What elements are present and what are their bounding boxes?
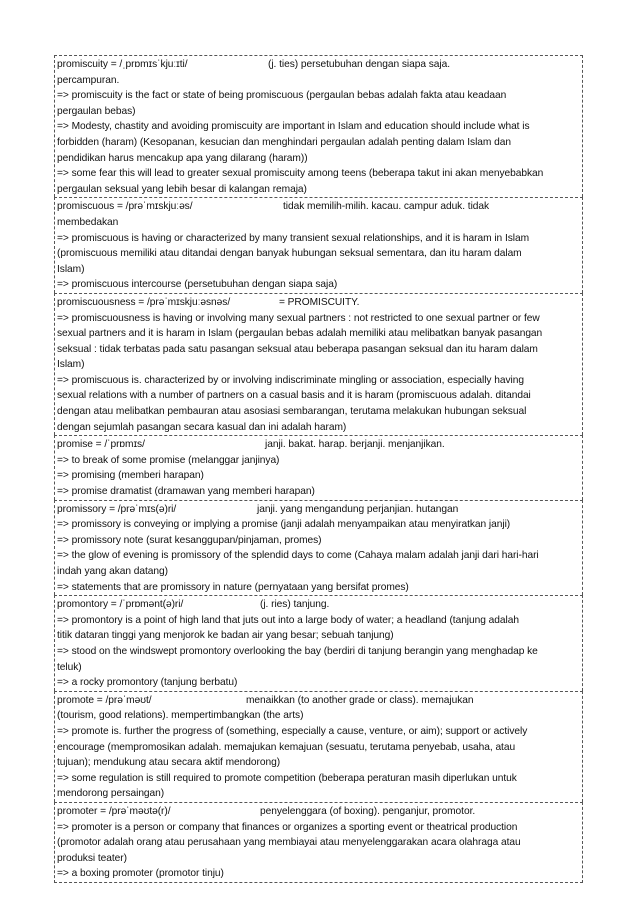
- entry-text-line: => stood on the windswept promontory overlooking the bay (berdiri di tanjung berangin yang menghadap ke: [57, 645, 538, 657]
- entry-text-line: forbidden (haram) (Kesopanan, kesucian dan menghindari pergaulan adalah penting dalam Islam dan: [57, 136, 511, 148]
- entry-text-line: => promising (memberi harapan): [57, 470, 204, 482]
- entry-text-line: => statements that are promissory in nature (pernyataan yang bersifat promes): [57, 581, 409, 593]
- entry-text-line: => promiscuous is. characterized by or involving indiscriminate mingling or association, especially having: [57, 374, 524, 386]
- entry-term: promise = /ˈprɒmɪs/: [57, 439, 145, 451]
- entry-headline: [57, 804, 580, 820]
- entry-headline: [57, 693, 580, 709]
- entry-text-line: => promiscuity is the fact or state of being promiscuous (pergaulan bebas adalah fakta atau keadaan: [57, 90, 507, 102]
- entry-text-line: => a boxing promoter (promotor tinju): [57, 868, 224, 880]
- dictionary-entry: [54, 55, 583, 197]
- entry-term: promiscuity = /ˌprɒmɪsˈkjuːɪti/: [57, 59, 188, 70]
- entry-headline: [57, 437, 580, 453]
- entry-meaning: menaikkan (to another grade or class). memajukan: [246, 694, 474, 706]
- entry-headline: [57, 597, 580, 613]
- dictionary-entry: [54, 595, 583, 691]
- entry-text-line: => promote is. further the progress of (something, especially a cause, venture, or aim); support or actively: [57, 725, 528, 737]
- entry-text-line: tujuan); mendukung atau secara aktif mendorong): [57, 757, 281, 769]
- entry-meaning-continued: membedakan: [57, 216, 119, 228]
- entry-text-line: dengan sejumlah pasangan secara kasual dan ini adalah haram): [57, 421, 347, 433]
- dictionary-entry: [54, 293, 583, 435]
- entry-term: promiscuous = /prəˈmɪskjuːəs/: [57, 201, 193, 213]
- entry-text-line: sexual relations with a number of partners on a casual basis and it is haram (promiscuous adalah. ditandai: [57, 390, 531, 402]
- entry-text-line: => promoter is a person or company that finances or organizes a sporting event or theatrical production: [57, 821, 518, 833]
- entry-meaning: janji. yang mengandung perjanjian. hutangan: [257, 503, 459, 515]
- entry-text-line: => to break of some promise (melanggar janjinya): [57, 454, 280, 466]
- entry-text-line: (tourism, good relations). mempertimbangkan (the arts): [57, 710, 304, 722]
- entry-text-line: mendorong persaingan): [57, 788, 165, 800]
- entry-text-line: => a rocky promontory (tanjung berbatu): [57, 677, 238, 689]
- entry-text-line: pergaulan seksual yang lebih besar di kalangan remaja): [57, 183, 307, 195]
- dictionary-entry: [54, 691, 583, 802]
- dictionary-entry: [54, 500, 583, 596]
- entry-headline: [57, 295, 580, 311]
- entry-text-line: (promotor adalah orang atau perusahaan yang membiayai atau menyelenggarakan acara olahraga atau: [57, 837, 521, 849]
- entry-meaning: penyelenggara (of boxing). penganjur, promotor.: [260, 805, 476, 817]
- entry-text-line: => promise dramatist (dramawan yang memberi harapan): [57, 486, 315, 498]
- entry-headline: [57, 502, 580, 518]
- entry-term: promiscuousness = /prəˈmɪskjuːəsnəs/: [57, 296, 231, 308]
- dictionary-document: [54, 55, 583, 883]
- entry-text-line: Islam): [57, 359, 85, 371]
- entry-headline: [57, 199, 580, 215]
- entry-text-line: => promiscuousness is having or involving many sexual partners : not restricted to one sexual partner or few: [57, 312, 540, 324]
- entry-text-line: => promiscuous intercourse (persetubuhan dengan siapa saja): [57, 279, 338, 291]
- entry-text-line: produksi teater): [57, 852, 127, 864]
- entry-headline: [57, 57, 580, 73]
- entry-text-line: => Modesty, chastity and avoiding promiscuity are important in Islam and education should include what is: [57, 121, 530, 133]
- dictionary-entry: [54, 435, 583, 499]
- entry-text-line: => some regulation is still required to promote competition (beberapa peraturan masih diperlukan untuk: [57, 772, 517, 784]
- entry-term: promoter = /prəˈməʊtə(r)/: [57, 805, 171, 817]
- entry-text-line: seksual : tidak terbatas pada satu pasangan seksual atau beberapa pasangan seksual dan itu haram dalam: [57, 343, 538, 355]
- entry-text-line: => promontory is a point of high land that juts out into a large body of water; a headland (tanjung adalah: [57, 614, 519, 626]
- entry-text-line: => promiscuous is having or characterized by many transient sexual relationships, and it is haram in Islam: [57, 232, 530, 244]
- entry-meaning: (j. ties) persetubuhan dengan siapa saja.: [268, 59, 451, 70]
- entry-text-line: => some fear this will lead to greater sexual promiscuity among teens (beberapa takut ini akan menyebabkan: [57, 168, 544, 180]
- entry-text-line: Islam): [57, 263, 85, 275]
- entry-text-line: => promissory is conveying or implying a promise (janji adalah menyampaikan atau menyiratkan janji): [57, 519, 511, 531]
- entry-term: promissory = /prəˈmɪs(ə)ri/: [57, 503, 177, 515]
- entry-meaning-continued: percampuran.: [57, 74, 120, 86]
- entry-text-line: sexual partners and it is haram in Islam (pergaulan bebas adalah memiliki atau melibatkan banyak pasangan: [57, 328, 543, 340]
- entry-text-line: indah yang akan datang): [57, 566, 169, 577]
- entry-meaning: (j. ries) tanjung.: [260, 599, 330, 611]
- entry-text-line: titik dataran tinggi yang menjorok ke badan air yang besar; sebuah tanjung): [57, 630, 394, 642]
- entry-meaning: = PROMISCUITY.: [279, 296, 360, 308]
- entry-term: promontory = /ˈprɒmənt(ə)ri/: [57, 599, 184, 611]
- entry-text-line: => the glow of evening is promissory of the splendid days to come (Cahaya malam adalah janji dari hari-hari: [57, 550, 539, 562]
- entry-text-line: (promiscuous memiliki atau ditandai dengan banyak hubungan seksual sementara, dan itu haram dalam: [57, 248, 522, 260]
- entry-meaning: tidak memilih-milih. kacau. campur aduk. tidak: [283, 201, 490, 213]
- entry-text-line: dengan atau melibatkan pembauran atau asosiasi sembarangan, terutama melakukan hubungan seksual: [57, 406, 527, 418]
- entry-meaning: janji. bakat. harap. berjanji. menjanjikan.: [265, 439, 445, 451]
- entry-text-line: teluk): [57, 661, 82, 673]
- entry-text-line: pergaulan bebas): [57, 105, 136, 117]
- entry-text-line: => promissory note (surat kesanggupan/pinjaman, promes): [57, 534, 322, 546]
- entry-term: promote = /prəˈməʊt/: [57, 694, 152, 706]
- entry-text-line: pendidikan harus mencakup apa yang dilarang (haram)): [57, 152, 308, 164]
- dictionary-entry: [54, 802, 583, 883]
- dictionary-entry: [54, 197, 583, 293]
- entry-text-line: encourage (mempromosikan adalah. memajukan kemajuan (sesuatu, terutama penyebab, usaha, atau: [57, 741, 516, 753]
